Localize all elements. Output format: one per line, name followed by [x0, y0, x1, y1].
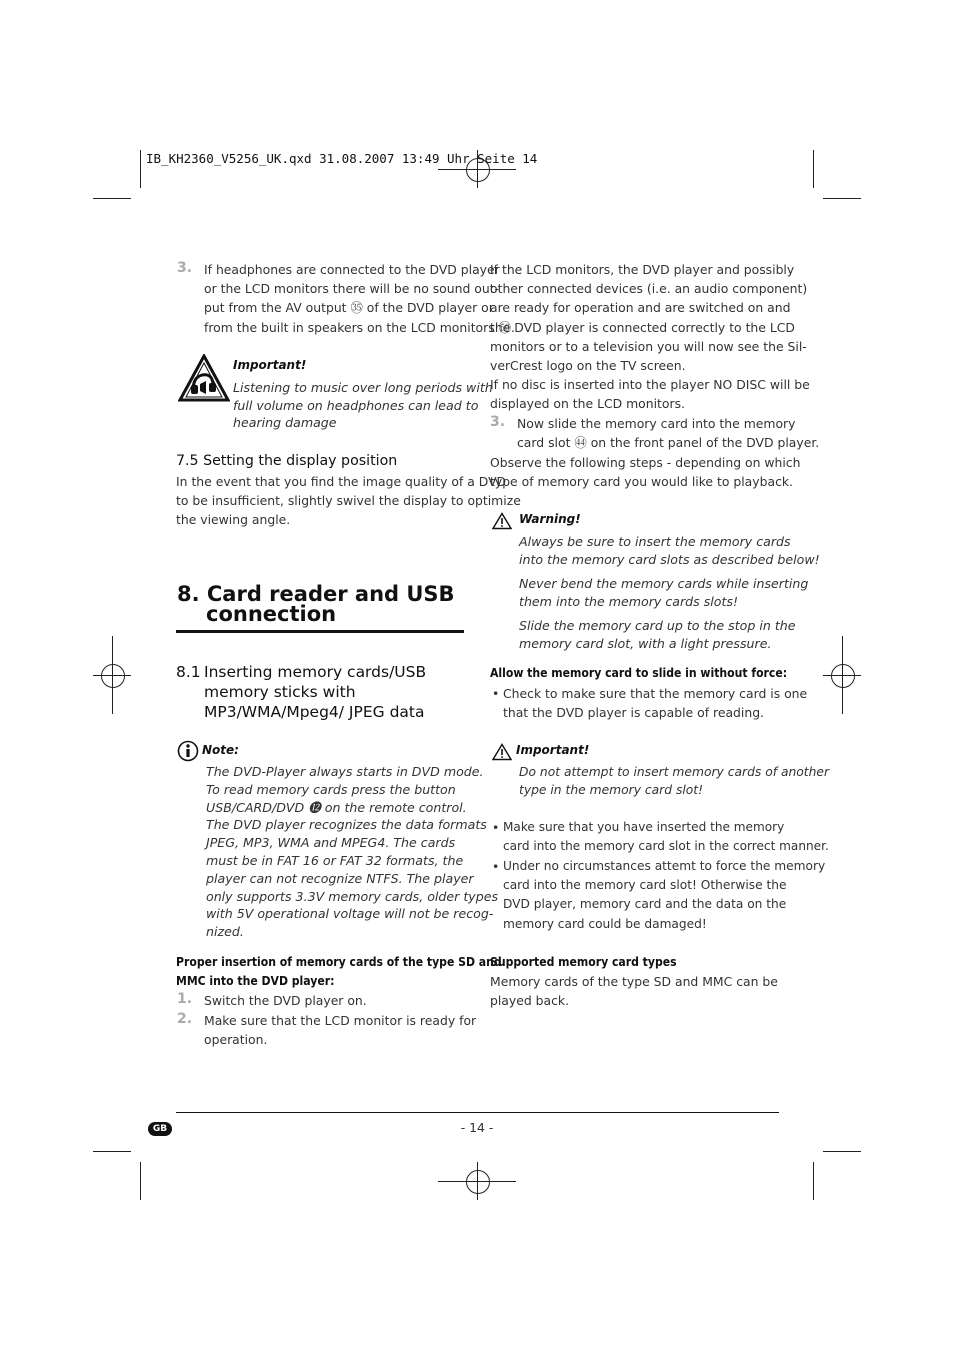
- text-line: Inserting memory cards/USB: [204, 663, 427, 681]
- text-line: Switch the DVD player on.: [204, 993, 367, 1008]
- chapter-title-continued: connection: [206, 602, 337, 626]
- text-line: verCrest logo on the TV screen.: [490, 358, 686, 374]
- bullet-text: [503, 818, 829, 856]
- subheading: Allow the memory card to slide in without force:: [490, 666, 788, 680]
- step-text: [204, 991, 367, 1010]
- warning-text: [519, 533, 820, 652]
- text-line: player can not recognize NTFS. The player: [206, 870, 474, 886]
- step-text: [204, 1011, 476, 1049]
- text-line: The DVD-Player always starts in DVD mode.: [206, 764, 484, 779]
- bullet-dot: •: [492, 859, 500, 874]
- page-number: - 14 -: [460, 1120, 494, 1135]
- text-line: Always be sure to insert the memory cards: [519, 534, 791, 549]
- important-label: Important!: [233, 358, 307, 372]
- step-text: [204, 260, 515, 337]
- warning-icon: [492, 743, 512, 761]
- warning-label: Warning!: [519, 512, 581, 526]
- text-line: other connected devices (i.e. an audio component): [490, 281, 808, 297]
- text-line: The DVD player recognizes the data formats: [206, 817, 487, 833]
- section-title: 7.5 Setting the display position: [176, 453, 398, 469]
- text-line: USB/CARD/DVD ⓬ on the remote control.: [206, 799, 467, 815]
- text-line: monitors or to a television you will now see the Sil-: [490, 338, 807, 354]
- subheading: [176, 953, 502, 991]
- section-number: 8.1: [176, 663, 201, 681]
- subheading: Supported memory card types: [490, 955, 677, 969]
- text-line: displayed on the LCD monitors.: [490, 396, 685, 412]
- text-line: the DVD player is connected correctly to the LCD: [490, 319, 795, 335]
- bullet-dot: •: [492, 820, 500, 835]
- text-line: with 5V operational voltage will not be recog-: [206, 906, 494, 922]
- text-line: into the memory card slots as described below!: [519, 551, 820, 567]
- text-line: are ready for operation and are switched on and: [490, 300, 791, 316]
- intro-text: [490, 260, 810, 414]
- text-line: Make sure that the LCD monitor is ready for: [204, 1013, 477, 1028]
- country-badge: GB: [148, 1122, 172, 1136]
- hearing-warning-icon: [178, 354, 230, 402]
- chapter-title: 8. Card reader and USB: [177, 582, 455, 606]
- text-line: nized.: [206, 924, 244, 940]
- text-line: card slot ㊹ on the front panel of the DVD player.: [517, 435, 820, 451]
- text-line: If the LCD monitors, the DVD player and possibly: [490, 262, 795, 277]
- text-line: Check to make sure that the memory card is one: [503, 686, 808, 701]
- text-line: played back.: [490, 993, 570, 1009]
- text-line: the viewing angle.: [176, 512, 291, 528]
- step-text: [517, 414, 819, 452]
- text-line: to be insufficient, slightly swivel the display to optimize: [176, 493, 521, 509]
- note-label: Note:: [202, 743, 239, 757]
- step-number: 1.: [177, 991, 193, 1007]
- text-line: Do not attempt to insert memory cards of another: [519, 765, 830, 779]
- text-line: In the event that you find the image quality of a DVD: [176, 474, 507, 489]
- bullet-text: [503, 684, 807, 722]
- text-line: To read memory cards press the button: [206, 781, 456, 797]
- bullet-text: [503, 857, 825, 934]
- text-line: Proper insertion of memory cards of the type SD and: [176, 955, 502, 969]
- info-icon: [177, 740, 199, 762]
- important-label: Important!: [516, 743, 590, 757]
- step-number: 3.: [490, 414, 506, 430]
- text-line: type of memory card you would like to playback.: [490, 474, 793, 490]
- text-line: Under no circumstances attemt to force the memory: [503, 859, 826, 873]
- text-line: Slide the memory card up to the stop in the: [519, 618, 796, 633]
- text-line: DVD player, memory card and the data on the: [503, 897, 787, 912]
- section-title: [204, 662, 426, 722]
- chapter-rule: [176, 630, 464, 633]
- bullet-dot: •: [492, 686, 500, 701]
- text-line: MMC into the DVD player:: [176, 974, 335, 989]
- important-text: [233, 379, 493, 432]
- file-slug: IB_KH2360_V5256_UK.qxd 31.08.2007 13:49 Uhr Seite 14: [146, 151, 538, 166]
- text-line: Now slide the memory card into the memory: [517, 416, 796, 431]
- text-line: type in the memory card slot!: [519, 782, 704, 797]
- supported-text: [490, 972, 778, 1010]
- text-line: them into the memory cards slots!: [519, 593, 739, 609]
- text-line: put from the AV output ㉟ of the DVD player or: [204, 300, 494, 316]
- footer-rule: [176, 1112, 779, 1113]
- step-number: 2.: [177, 1011, 193, 1027]
- text-line: memory card slot, with a light pressure.: [519, 635, 772, 651]
- text-line: MP3/WMA/Mpeg4/ JPEG data: [204, 703, 425, 721]
- warning-icon: [492, 512, 512, 530]
- section-body: [176, 472, 521, 530]
- text-line: Observe the following steps - depending on which: [490, 455, 801, 470]
- text-line: only supports 3.3V memory cards, older types: [206, 888, 499, 904]
- text-line: operation.: [204, 1032, 268, 1048]
- text-line: card into the memory card slot in the correct manner.: [503, 839, 829, 854]
- text-line: JPEG, MP3, WMA and MPEG4. The cards: [206, 835, 456, 851]
- important-text: [519, 764, 829, 800]
- text-line: memory card could be damaged!: [503, 916, 707, 931]
- text-line: from the built in speakers on the LCD monitors ㊿.: [204, 319, 515, 335]
- text-line: hearing damage: [233, 415, 337, 430]
- text-line: memory sticks with: [204, 683, 356, 701]
- note-text: [206, 763, 498, 941]
- text-line: Never bend the memory cards while inserting: [519, 576, 809, 591]
- text-line: Memory cards of the type SD and MMC can be: [490, 974, 778, 989]
- text-line: If headphones are connected to the DVD player: [204, 262, 500, 277]
- text-line: Make sure that you have inserted the memory: [503, 820, 785, 834]
- step-number: 3.: [177, 260, 193, 276]
- text-line: that the DVD player is capable of reading.: [503, 705, 764, 721]
- text-line: If no disc is inserted into the player NO DISC will be: [490, 377, 810, 393]
- text-line: card into the memory card slot! Otherwise the: [503, 878, 787, 893]
- text-line: must be in FAT 16 or FAT 32 formats, the: [206, 852, 464, 868]
- text-line: full volume on headphones can lead to: [233, 397, 479, 413]
- observe-text: [490, 453, 800, 491]
- text-line: or the LCD monitors there will be no sound out-: [204, 281, 500, 297]
- text-line: Listening to music over long periods with: [233, 380, 493, 395]
